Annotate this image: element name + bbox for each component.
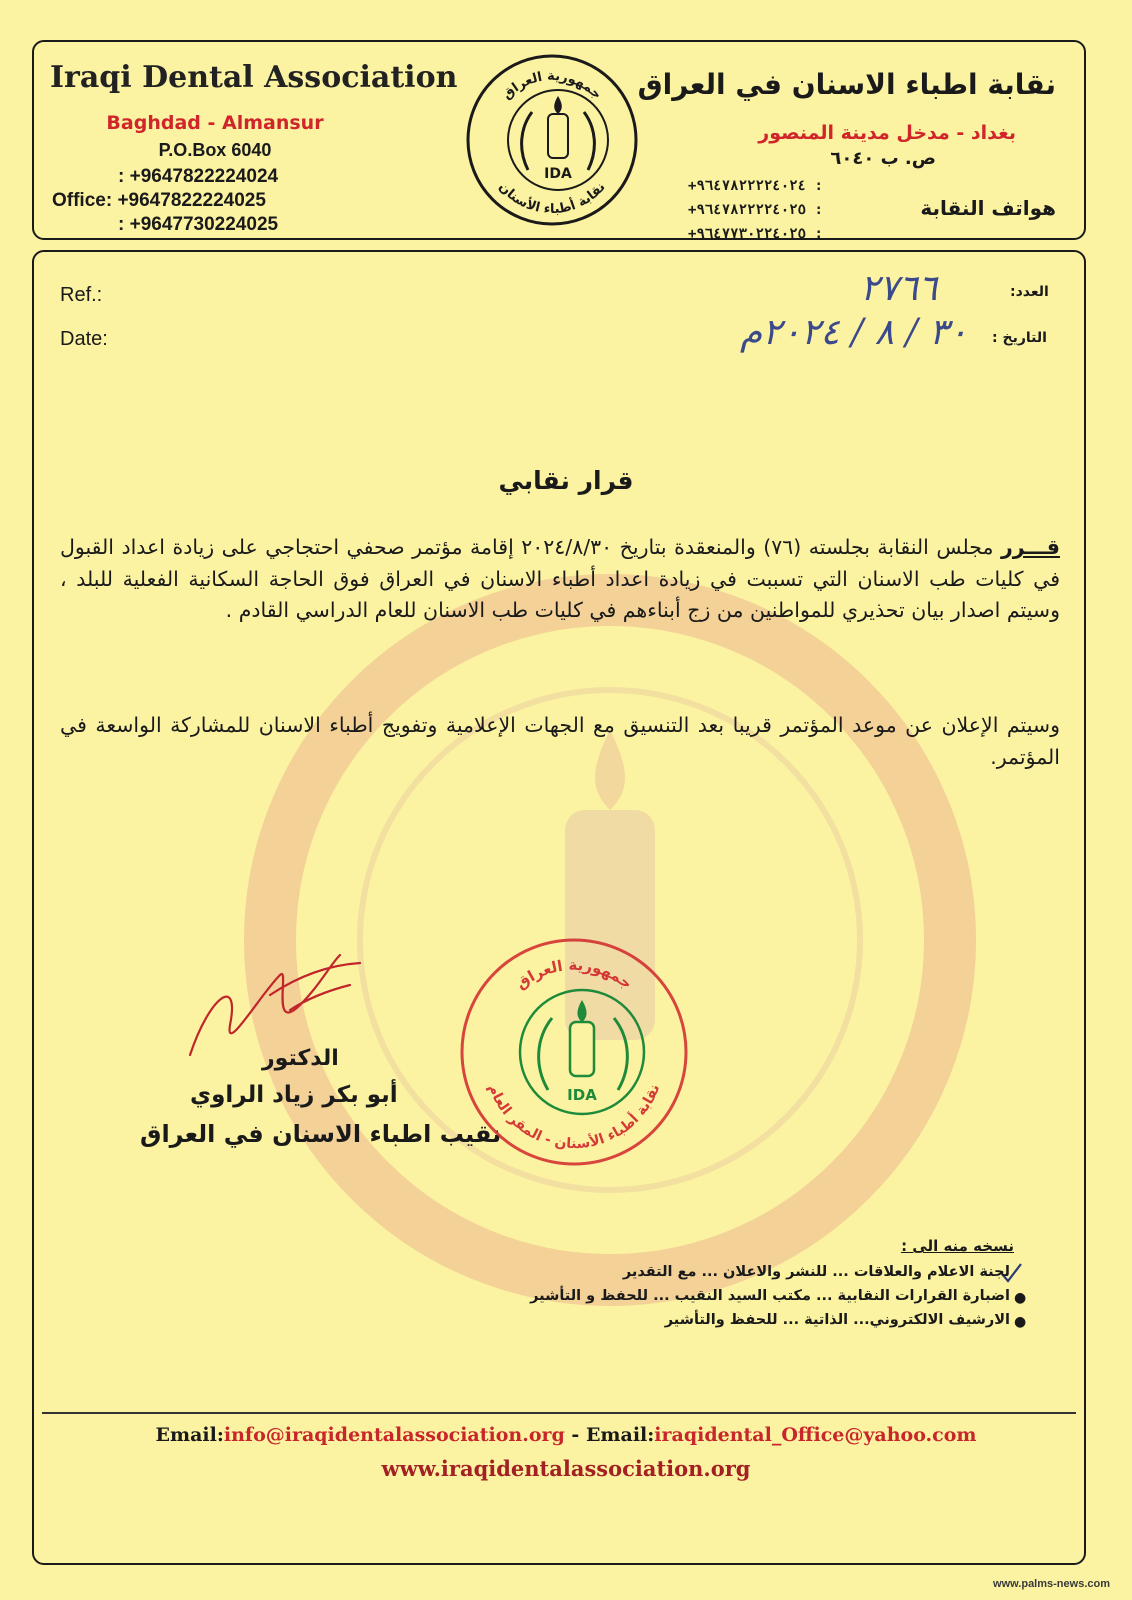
english-phone-office: Office: +9647822224025 (52, 190, 266, 211)
decision-paragraph-2: وسيتم الإعلان عن موعد المؤتمر قريبا بعد التنسيق مع الجهات الإعلامية وتفويج أطباء الاسنان للمشاركة الواسعة في المؤتمر. (60, 713, 1060, 769)
official-stamp (452, 930, 697, 1175)
date-label-ar: التاريخ : (992, 330, 1047, 346)
english-phone-3: : +9647730224025 (118, 214, 279, 235)
stamp-top-arc: جمهورية العراق (512, 955, 636, 993)
arabic-phone-2: +٩٦٤٧٨٢٢٢٢٤٠٢٥ : (688, 202, 823, 218)
stamp-bottom-arc: نقابة أطباء الأسنان - المقر العام (484, 1082, 664, 1153)
svg-text:نقابة أطباء الأسنان (495, 180, 608, 217)
svg-text:جمهورية العراق (512, 956, 636, 993)
email-label-2: Email: (585, 1424, 655, 1446)
arabic-phone-1: +٩٦٤٧٨٢٢٢٢٤٠٢٤ : (688, 178, 823, 194)
decision-title: قرار نقابي (498, 466, 634, 495)
ref-label-en: Ref.: (60, 284, 103, 306)
email-separator: - (564, 1424, 586, 1446)
email-link-info[interactable]: info@iraqidentalassociation.org (223, 1424, 565, 1446)
logo-top-arc: جمهورية العراق (499, 68, 605, 103)
arabic-city: بغداد - مدخل مدينة المنصور (758, 122, 1016, 144)
stamp-center-text: IDA (567, 1086, 597, 1104)
copy-item-3: الارشيف الالكتروني... الذاتية ... للحفظ والتأشير (664, 1312, 1010, 1328)
ref-label-ar: العدد: (1010, 284, 1049, 300)
association-logo (462, 50, 642, 230)
decision-paragraph-1 (60, 532, 1060, 627)
signatory-name: أبو بكر زياد الراوي (190, 1082, 398, 1108)
website-link[interactable]: www.iraqidentalassociation.org (381, 1456, 751, 1481)
logo-bottom-arc: نقابة أطباء الأسنان (495, 179, 609, 218)
english-org-name: Iraqi Dental Association (50, 60, 458, 95)
svg-text:جمهورية العراق (500, 69, 605, 103)
english-pobox: P.O.Box 6040 (158, 140, 272, 160)
arabic-pobox: ص. ب ٦٠٤٠ (830, 148, 936, 169)
footer-emails (0, 1424, 1132, 1446)
copy-item-1: لجنة الاعلام والعلاقات ... للنشر والاعلان ... مع التقدير (622, 1264, 1010, 1280)
decision-text-1: مجلس النقابة بجلسته (٧٦) والمنعقدة بتاريخ ٢٠٢٤/٨/٣٠ إقامة مؤتمر صحفي احتجاجي على زيادة اعداد القبول في كليات طب الاسنان التي تسببت في زيادة اعداد أطباء الاسنان في العراق فوق الحاجة السكانية الفعلية للبلد ، وسيتم اصدار بيان تحذيري للمواطنين من زج أبناءهم في كليات طب الاسنان للعام الدراسي القادم . (60, 535, 1060, 622)
arabic-phones-label: هواتف النقابة (920, 196, 1056, 220)
bullet-icon: ● (1014, 1290, 1027, 1306)
date-handwritten: ٣٠ / ٨ / ٢٠٢٤م (740, 312, 968, 353)
logo-ida-text: IDA (544, 166, 572, 182)
copies-heading: نسخه منه الى : (901, 1237, 1014, 1255)
english-phone-1: : +9647822224024 (118, 166, 279, 187)
copy-item-2: اضبارة القرارات النقابية ... مكتب السيد النقيب ... للحفظ و التأشير (530, 1288, 1010, 1304)
email-link-office[interactable]: iraqidental_Office@yahoo.com (654, 1424, 977, 1446)
decision-lead-word: قـــرر (1000, 535, 1060, 559)
arabic-phone-3: +٩٦٤٧٧٣٠٢٢٤٠٢٥ : (688, 226, 823, 242)
letter-body-frame (32, 250, 1086, 1565)
bullet-icon: ● (1014, 1314, 1027, 1330)
arabic-org-name: نقابة اطباء الاسنان في العراق (637, 68, 1056, 101)
ref-number-handwritten: ٢٧٦٦ (860, 268, 938, 309)
date-label-en: Date: (60, 328, 108, 350)
signatory-role: نقيب اطباء الاسنان في العراق (140, 1120, 502, 1148)
source-credit: www.palms-news.com (993, 1578, 1110, 1590)
signatory-title: الدكتور (262, 1046, 339, 1071)
email-label-1: Email: (155, 1424, 224, 1446)
english-city: Baghdad - Almansur (106, 112, 324, 134)
footer-divider (42, 1412, 1076, 1414)
